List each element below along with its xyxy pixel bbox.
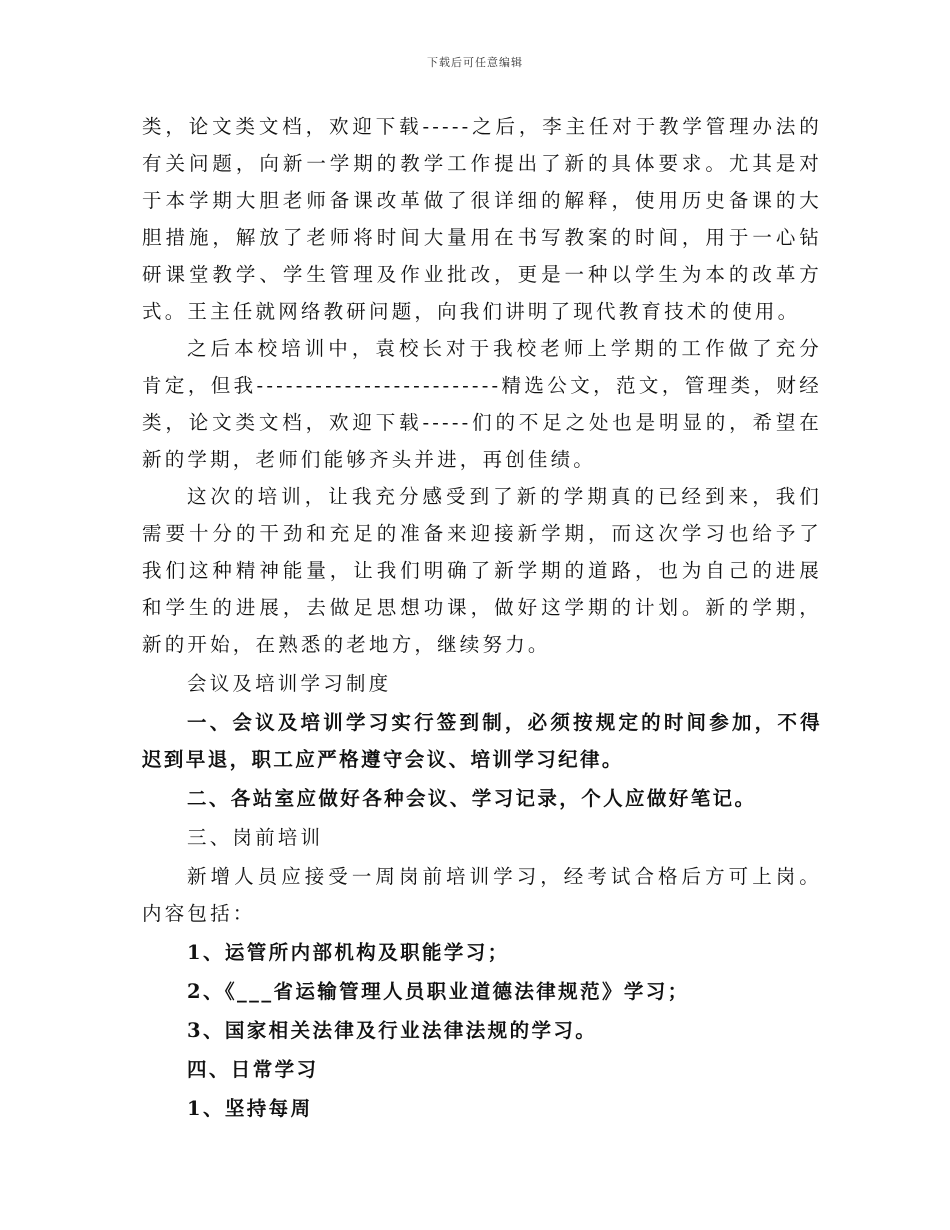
- rule-4-heading: 四、日常学习: [187, 1058, 319, 1081]
- list-item-2: 2、《___省运输管理人员职业道德法律规范》学习；: [187, 980, 690, 1003]
- rule-2: 二、各站室应做好各种会议、学习记录，个人应做好笔记。: [187, 787, 757, 810]
- document-body: [142, 108, 822, 1127]
- rule-4-item-1: 1、坚持每周: [187, 1097, 313, 1120]
- rule-1: 一、会议及培训学习实行签到制，必须按规定的时间参加，不得迟到早退，职工应严格遵守会议、培训学习纪律。: [142, 711, 822, 771]
- list-item-3: 3、国家相关法律及行业法律法规的学习。: [187, 1019, 598, 1042]
- paragraph-continuation: 类，论文类文档，欢迎下载-----之后，李主任对于教学管理办法的有关问题，向新一学期的教学工作提出了新的具体要求。尤其是对于本学期大胆老师备课改革做了很详细的解释，使用历史备课的大胆措施，解放了老师将时间大量用在书写教案的时间，用于一心钻研课堂教学、学生管理及作业批改，更是一种以学生为本的改革方式。王主任就网络教研问题，向我们讲明了现代教育技术的使用。: [142, 115, 822, 323]
- paragraph-training-reflection: 这次的培训，让我充分感受到了新的学期真的已经到来，我们需要十分的干劲和充足的准备来迎接新学期，而这次学习也给予了我们这种精神能量，让我们明确了新学期的道路，也为自己的进展和学生的进展，去做足思想功课，做好这学期的计划。新的学期，新的开始，在熟悉的老地方，继续努力。: [142, 485, 822, 656]
- page-header: 下载后可任意编辑: [427, 56, 523, 69]
- section-title: 会议及培训学习制度: [187, 672, 392, 695]
- rule-3-heading: 三、岗前培训: [187, 826, 324, 849]
- paragraph-school-training: 之后本校培训中，袁校长对于我校老师上学期的工作做了充分肯定，但我-------------------------精选公文，范文，管理类，财经类，论文类文档，欢迎下载-----们的不足之处也是明显的，希望在新的学期，老师们能够齐头并进，再创佳绩。: [142, 337, 822, 471]
- rule-3-body: 新增人员应接受一周岗前培训学习，经考试合格后方可上岗。内容包括：: [142, 865, 822, 925]
- list-item-1: 1、运管所内部机构及职能学习；: [187, 941, 510, 964]
